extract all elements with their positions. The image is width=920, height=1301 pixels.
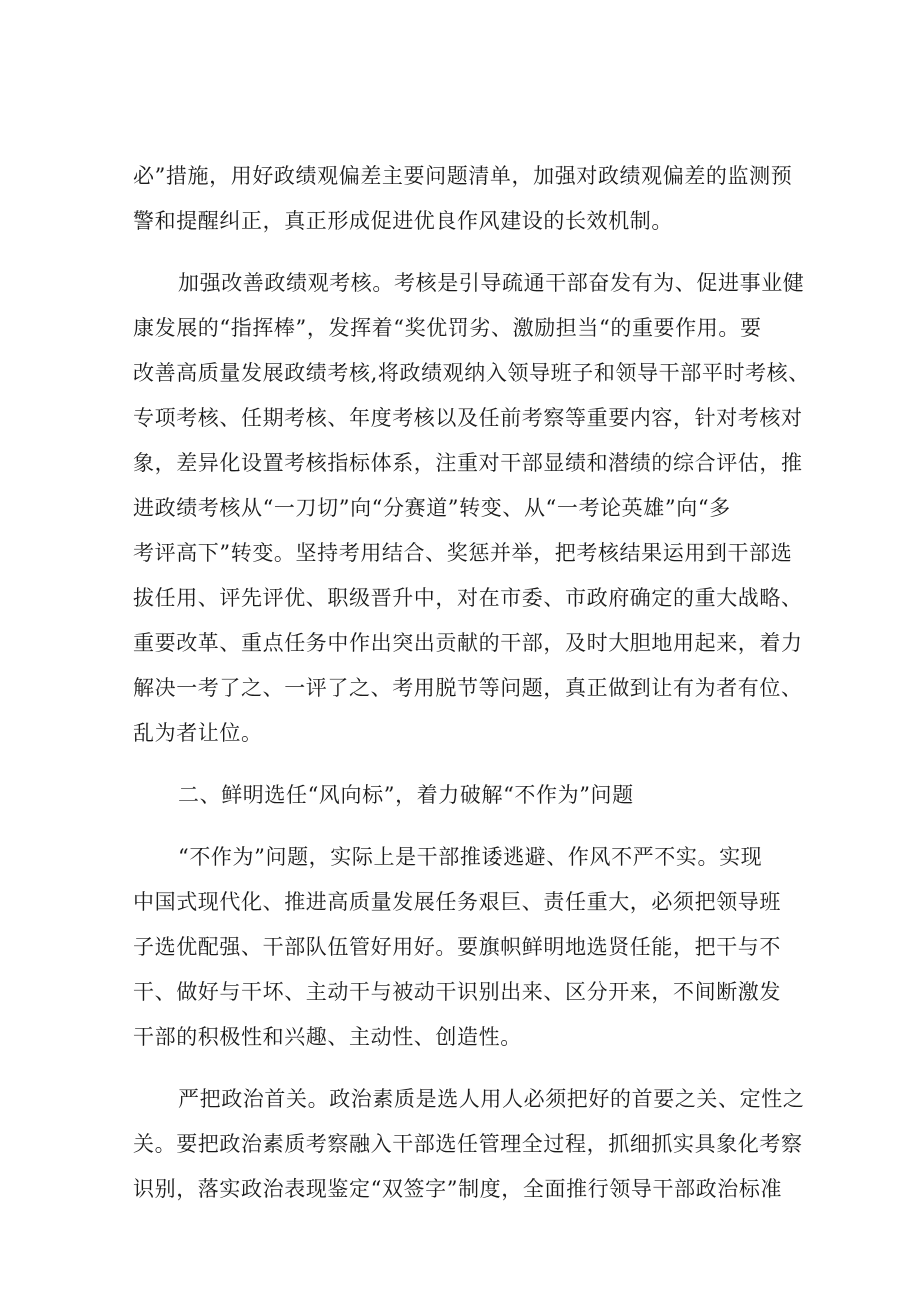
text-line: 专项考核、任期考核、年度考核以及任前考察等重要内容，针对考核对: [133, 406, 803, 430]
text-line: 康发展的“指挥棒”，发挥着“奖优罚劣、激励担当“的重要作用。要: [133, 316, 762, 340]
text-line: 严把政治首关。政治素质是选人用人必须把好的首要之关、定性之: [178, 1087, 805, 1111]
text-line: 干部的积极性和兴趣、主动性、创造性。: [133, 1025, 522, 1049]
section-heading: 二、鲜明选任“风向标”，着力破解“不作为”问题: [178, 783, 634, 807]
text-line: 识别，落实政治表现鉴定“双签字”制度，全面推行领导干部政治标准: [133, 1177, 783, 1201]
text-line: 拔任用、评先评优、职级晋升中，对在市委、市政府确定的重大战略、: [133, 586, 803, 610]
text-line: 必”措施，用好政绩观偏差主要问题清单，加强对政绩观偏差的监测预: [133, 164, 793, 188]
text-line: 重要改革、重点任务中作出突出贡献的干部，及时大胆地用起来，着力: [133, 631, 803, 655]
text-line: 干、做好与干坏、主动干与被动干识别出来、区分开来，不间断激发: [133, 980, 781, 1004]
text-line: 警和提醒纠正，真正形成促进优良作风建设的长效机制。: [133, 209, 673, 233]
text-line: 加强改善政绩观考核。考核是引导疏通干部奋发有为、促进事业健: [178, 271, 805, 295]
text-line: 象，差异化设置考核指标体系，注重对干部显绩和潜绩的综合评估，推: [133, 451, 803, 475]
text-line: “不作为”问题，实际上是干部推诿逃避、作风不严不实。实现: [178, 845, 763, 869]
text-line: 乱为者让位。: [133, 721, 263, 745]
text-line: 关。要把政治素质考察融入干部选任管理全过程，抓细抓实具象化考察: [133, 1132, 803, 1156]
text-line: 子选优配强、干部队伍管好用好。要旗帜鲜明地选贤任能，把干与不: [133, 935, 781, 959]
text-line: 考评高下”转变。坚持考用结合、奖惩并举，把考核结果运用到干部选: [133, 541, 793, 565]
text-line: 解决一考了之、一评了之、考用脱节等问题，真正做到让有为者有位、: [133, 676, 803, 700]
text-line: 改善高质量发展政绩考核,将政绩观纳入领导班子和领导干部平时考核、: [133, 361, 810, 385]
text-line: 进政绩考核从“一刀切”向“分赛道”转变、从“一考论英雄”向“多: [133, 496, 731, 520]
text-line: 中国式现代化、推进高质量发展任务艰巨、责任重大，必须把领导班: [133, 890, 781, 914]
